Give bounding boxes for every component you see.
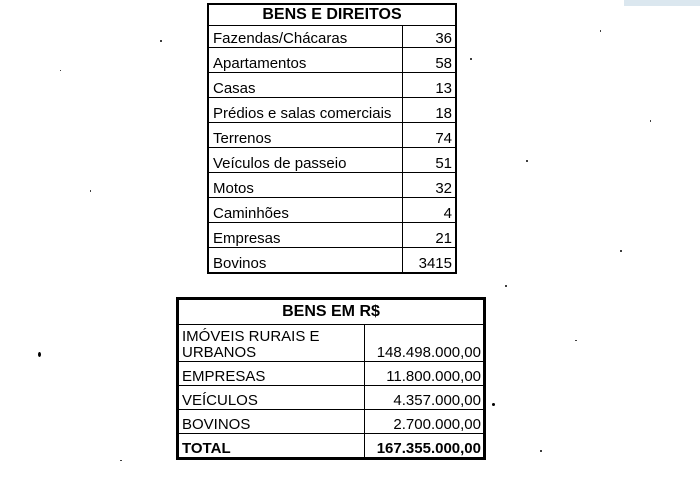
- asset-value: 4.357.000,00: [365, 386, 485, 410]
- asset-count: 58: [403, 48, 457, 73]
- asset-category-label: EMPRESAS: [178, 362, 365, 386]
- scan-speck: [470, 58, 472, 60]
- table-row: [208, 198, 456, 223]
- asset-count: 74: [403, 123, 457, 148]
- asset-value: 2.700.000,00: [365, 410, 485, 434]
- total-label: TOTAL: [178, 434, 365, 459]
- scan-speck: [575, 340, 577, 341]
- scan-speck: [505, 285, 507, 287]
- corner-tab: [624, 0, 700, 6]
- table-row: [208, 26, 456, 48]
- table-row: [208, 148, 456, 173]
- scan-speck: [60, 70, 61, 71]
- asset-category-label: IMÓVEIS RURAIS E URBANOS: [178, 325, 365, 362]
- scan-speck: [160, 40, 162, 42]
- table-row: [178, 325, 485, 362]
- asset-label: Terrenos: [208, 123, 403, 148]
- asset-count: 4: [403, 198, 457, 223]
- scan-speck: [526, 160, 528, 162]
- scan-speck: [90, 190, 91, 192]
- table-header-row: [208, 4, 456, 26]
- bens-e-direitos-table: [207, 3, 457, 274]
- total-value: 167.355.000,00: [376, 440, 481, 457]
- asset-label: Veículos de passeio: [208, 148, 403, 173]
- table-row: [178, 362, 485, 386]
- asset-count: 18: [403, 98, 457, 123]
- asset-count: 36: [403, 26, 457, 48]
- asset-label: Motos: [208, 173, 403, 198]
- scan-speck: [650, 120, 651, 122]
- bens-em-reais-title: BENS EM R$: [178, 299, 485, 325]
- table-header-row: [178, 299, 485, 325]
- asset-count: 21: [403, 223, 457, 248]
- bens-e-direitos-title: BENS E DIREITOS: [208, 4, 456, 26]
- scan-speck: [620, 250, 622, 252]
- asset-label: Fazendas/Chácaras: [208, 26, 403, 48]
- asset-count: 32: [403, 173, 457, 198]
- asset-label: Casas: [208, 73, 403, 98]
- asset-label: Apartamentos: [208, 48, 403, 73]
- table-row: [178, 386, 485, 410]
- asset-category-label: VEÍCULOS: [178, 386, 365, 410]
- asset-label: Bovinos: [208, 248, 403, 274]
- scan-speck: [38, 352, 41, 357]
- asset-count: 13: [403, 73, 457, 98]
- table-row: [208, 98, 456, 123]
- asset-value: 148.498.000,00: [365, 325, 485, 362]
- table-row: [208, 123, 456, 148]
- table-row: [208, 248, 456, 274]
- asset-label: Caminhões: [208, 198, 403, 223]
- table-row: [208, 73, 456, 98]
- total-row: [178, 434, 485, 459]
- asset-category-label: BOVINOS: [178, 410, 365, 434]
- asset-count: 3415: [403, 248, 457, 274]
- asset-count: 51: [403, 148, 457, 173]
- table-row: [208, 223, 456, 248]
- table-row: [208, 173, 456, 198]
- table-row: [178, 410, 485, 434]
- scan-speck: [540, 450, 542, 452]
- bens-em-reais-table: [176, 297, 486, 460]
- asset-label: Prédios e salas comerciais: [208, 98, 403, 123]
- asset-value: 11.800.000,00: [365, 362, 485, 386]
- scan-speck: [120, 460, 122, 461]
- scan-speck: [600, 30, 601, 32]
- asset-label: Empresas: [208, 223, 403, 248]
- scan-speck: [492, 403, 495, 406]
- table-row: [208, 48, 456, 73]
